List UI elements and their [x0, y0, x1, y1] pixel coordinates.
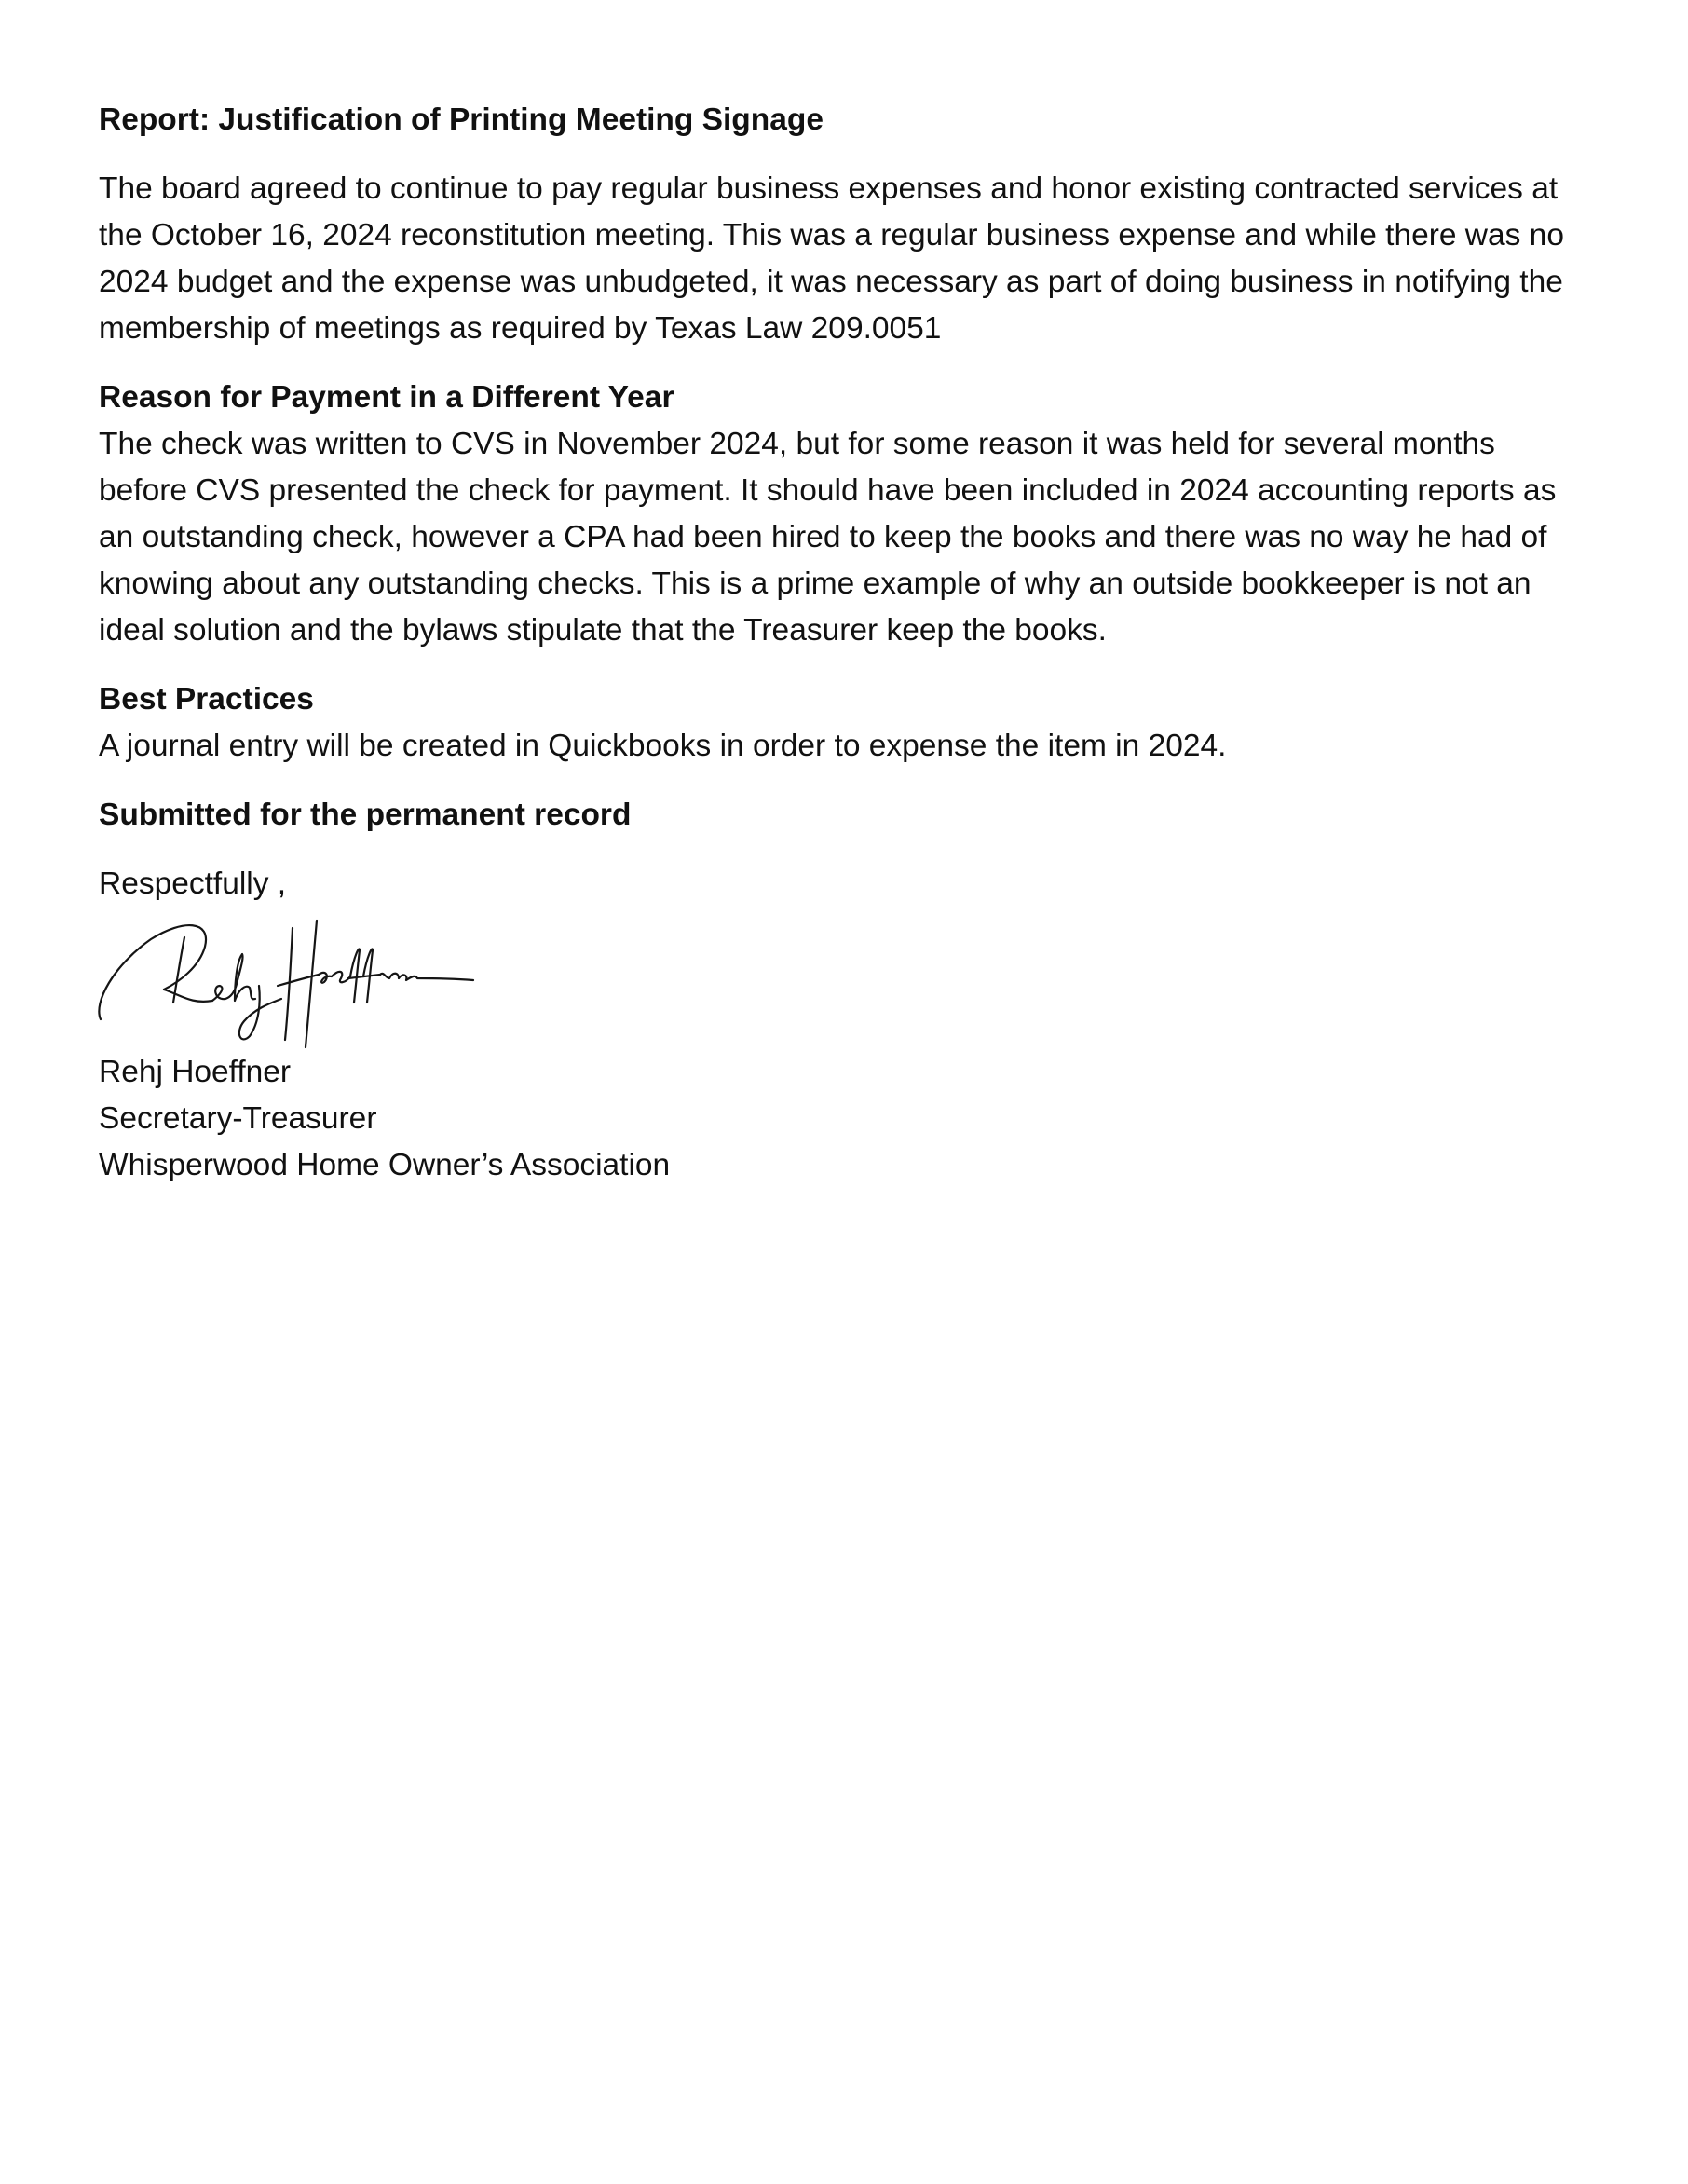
signer-title: Secretary-Treasurer [99, 1101, 377, 1136]
best-practices-heading: Best Practices [99, 682, 314, 717]
best-practices-paragraph: A journal entry will be created in Quickbooks in order to expense the item in 2024. [99, 729, 1227, 763]
submitted-heading: Submitted for the permanent record [99, 798, 632, 832]
signer-name: Rehj Hoeffner [99, 1055, 292, 1089]
reason-paragraph: The check was written to CVS in November 2024, but for some reason it was held for several months before CVS presented the check for payment. It should have been included in 2024 accounting reports as an outstanding check, however a CPA had been hired to keep the books and there was no way he had of knowing about any outstanding checks. This is a prime example of why an outside bookkeeper is not an ideal solution and the bylaws stipulate that the Treasurer keep the books. [99, 427, 1557, 648]
closing-text: Respectfully , [99, 867, 287, 901]
reason-heading: Reason for Payment in a Different Year [99, 380, 674, 415]
signature-image [95, 909, 477, 1049]
intro-paragraph: The board agreed to continue to pay regular business expenses and honor existing contracted services at the October 16, 2024 reconstitution meeting. This was a regular business expense and while there was no 2024 budget and the expense was unbudgeted, it was necessary as part of doing business in notifying the membership of meetings as required by Texas Law 209.0051 [99, 171, 1564, 346]
organization-name: Whisperwood Home Owner’s Association [99, 1148, 671, 1182]
report-title: Report: Justification of Printing Meeting Signage [99, 102, 824, 137]
signature-block [99, 1049, 1589, 1189]
document-page [99, 97, 1589, 1189]
